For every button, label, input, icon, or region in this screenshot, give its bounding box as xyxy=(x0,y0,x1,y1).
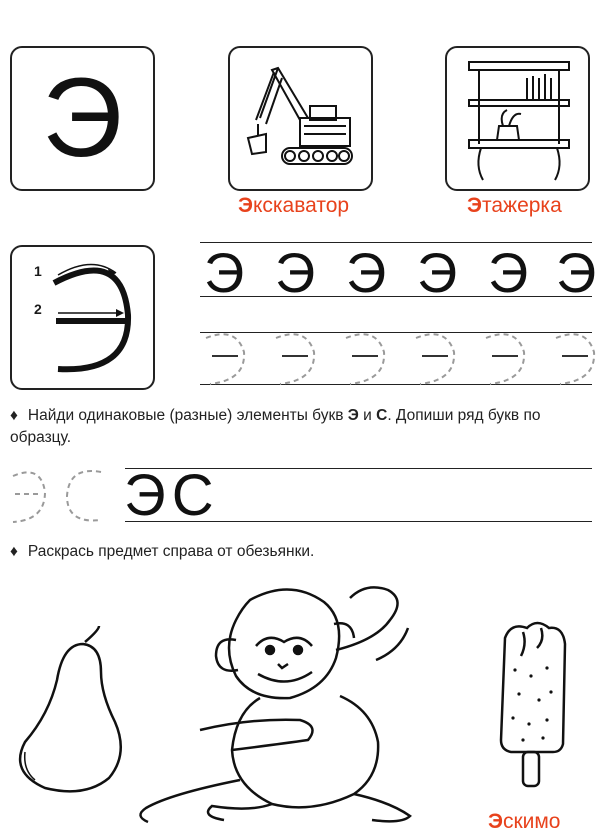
task-1-text: ♦ Найди одинаковые (разные) элементы букв Э и С. Допиши ряд букв по образцу. xyxy=(10,407,541,446)
ice-cream-icon xyxy=(487,614,577,794)
trace-letters-row xyxy=(0,320,600,400)
sample-letter-pair: ЭС xyxy=(124,463,220,528)
caption-ice-cream: Эскимо xyxy=(488,810,561,833)
guide-line xyxy=(200,242,592,243)
stroke-number-1: 1 xyxy=(34,263,42,279)
guide-line xyxy=(200,296,592,297)
task-2-text: ♦ Раскрась предмет справа от обезьянки. xyxy=(10,543,315,560)
caption-excavator: Экскаватор xyxy=(238,194,350,217)
sample-letter: Э xyxy=(204,241,245,304)
stroke-number-2: 2 xyxy=(34,301,42,317)
big-letter: Э xyxy=(42,55,123,180)
caption-shelf: Этажерка xyxy=(467,194,562,217)
sample-letter: Э xyxy=(488,241,529,304)
shelf-icon xyxy=(447,48,592,193)
sample-letter: Э xyxy=(346,241,387,304)
sample-letter: Э xyxy=(556,241,597,304)
letter-card xyxy=(10,46,155,191)
sample-letter: Э xyxy=(275,241,316,304)
pear-icon xyxy=(5,622,135,792)
excavator-card xyxy=(228,46,373,191)
sample-letter: Э xyxy=(417,241,458,304)
monkey-icon xyxy=(140,580,440,825)
excavator-icon xyxy=(230,48,375,193)
trace-letter-pair xyxy=(5,462,115,532)
shelf-card xyxy=(445,46,590,191)
